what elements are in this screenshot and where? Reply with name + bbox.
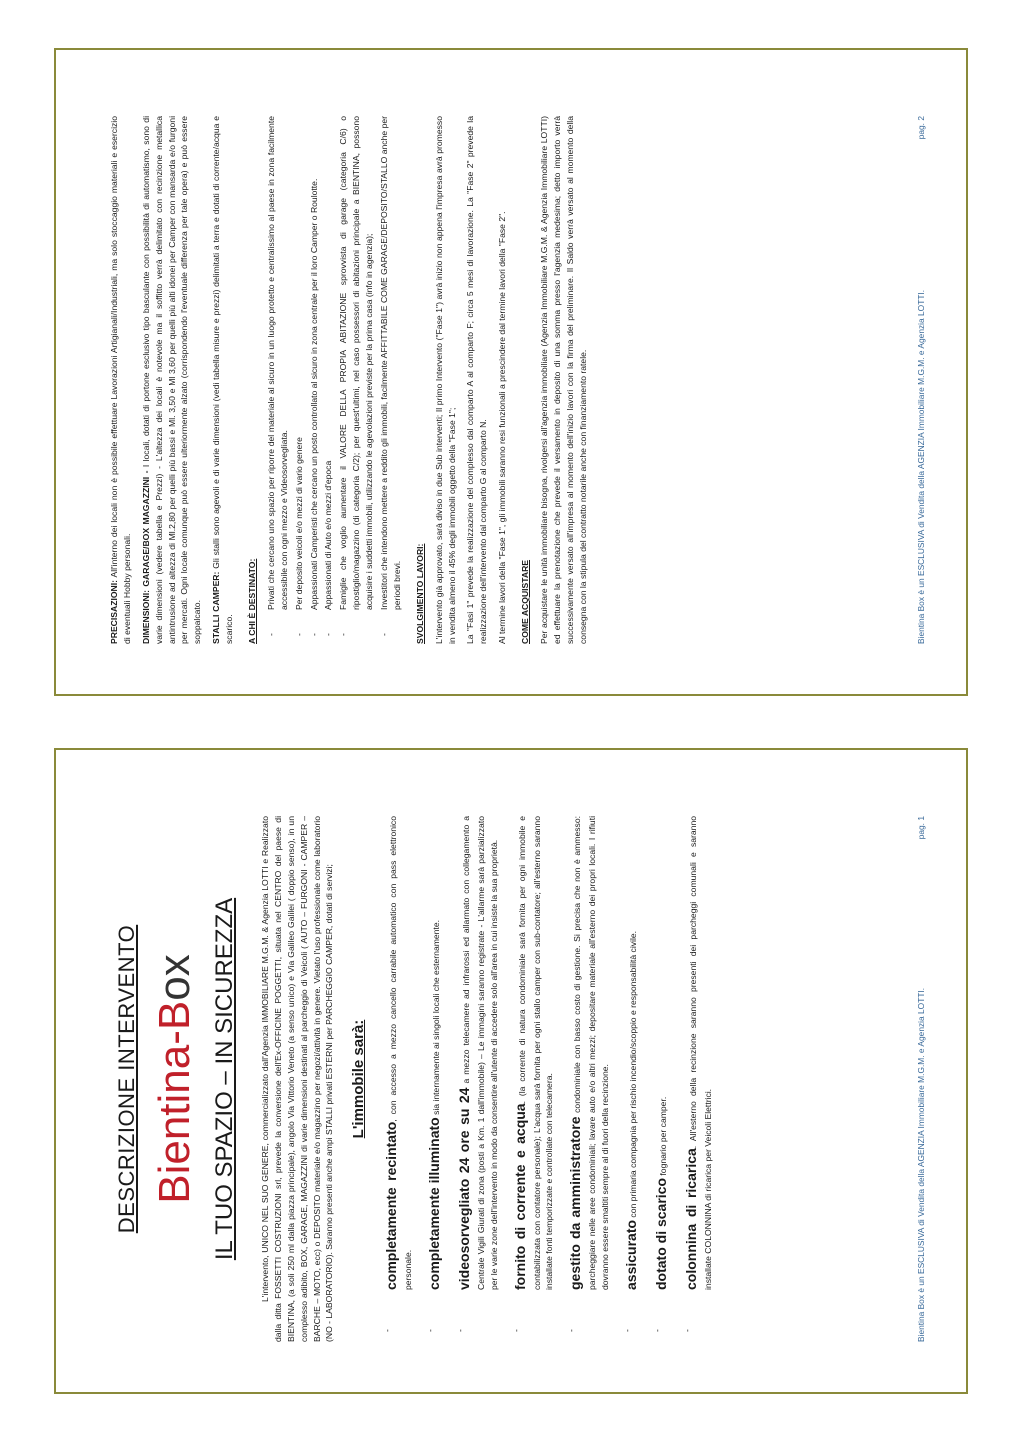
feature-title: dotato di scarico bbox=[653, 1177, 670, 1290]
list-item: - Privati che cercano uno spazio per riporre del materiale al sicuro in un luogo protetto e centralissimo al paese in zona facilmente accessibile con ogni mezzo e Videosorvegliata. bbox=[265, 116, 291, 644]
acquistare-heading: COME ACQUISTARE bbox=[520, 559, 531, 644]
footer-text: Bientina Box è un ESCLUSIVA di Vendita della AGENZIA Immobiliare M.G.M. e Agenzia LOTTI. bbox=[916, 289, 927, 644]
feature-desc: fognario per camper. bbox=[658, 1096, 669, 1178]
document-header bbox=[110, 816, 243, 1342]
features-list bbox=[381, 816, 715, 1342]
feature-item bbox=[651, 816, 672, 1342]
brand-letter-b: B bbox=[150, 1000, 199, 1031]
brand-word-2: ox bbox=[150, 954, 199, 1001]
destinato-list bbox=[265, 116, 404, 644]
document-title: DESCRIZIONE INTERVENTO bbox=[114, 924, 139, 1234]
feature-desc: , con accesso a mezzo cancello carrabile automatico con pass elettronico personale. bbox=[387, 816, 413, 1290]
lavori-paragraph-2: La "Fasi 1" prevede la realizzazione del complesso dal comparto A al comparto F; circa 5 mesi di lavorazione. La "Fase 2" prevede la realizzazione dell'intervento dal comparto G al comparto N. bbox=[465, 116, 489, 644]
feature-title: completamente recintato bbox=[382, 1121, 399, 1290]
feature-item bbox=[510, 816, 557, 1342]
stalli-paragraph bbox=[210, 116, 236, 644]
feature-title: completamente illuminato bbox=[425, 1117, 442, 1290]
page-1 bbox=[80, 776, 944, 1368]
dimensioni-paragraph bbox=[140, 116, 204, 644]
page-2-footer bbox=[915, 116, 928, 644]
feature-item bbox=[565, 816, 612, 1342]
precisazioni-text: All'interno dei locali non è possibile effettuare Lavorazioni Artigianali/Industriali, ma solo stoccaggio materiali e esercizio di eventuali Hobby personali. bbox=[109, 116, 132, 644]
page-2-frame bbox=[54, 48, 968, 696]
feature-desc: con primaria compagnia per rischio incendio/scoppio e responsabilità civile. bbox=[628, 930, 639, 1220]
feature-item bbox=[621, 816, 642, 1342]
precisazioni-paragraph bbox=[108, 116, 134, 644]
destinato-heading: A CHI È DESTINATO: bbox=[247, 558, 258, 644]
feature-desc: . All'esterno della recinzione saranno presenti dei parcheggi comunali e saranno installate COLONNINA di ricarica per Veicoli Elettrici. bbox=[688, 815, 714, 1290]
list-item: - Famiglie che voglio aumentare il VALORE DELLA PROPIA ABITAZIONE sprovvista di garage (categoria C/6) o ripostiglio/magazzino (di categoria C/2); per quest'ultimi, nel caso possessori di abitazioni principale a BIENTINA, possono acquisire i suddetti immobili, utilizzando le agevolazioni previste per la prima casa (info in agenzia); bbox=[337, 116, 376, 644]
feature-title: fornito di corrente e acqua bbox=[511, 1103, 528, 1290]
list-item: - Investitori che intendono mettere a reddito gli immobili, facilmente AFFITTABILE COME GARAGE/DEPOSITO/STALLO anche per periodi brevi. bbox=[378, 116, 404, 644]
page-number: pag. 1 bbox=[916, 816, 927, 840]
feature-item bbox=[381, 816, 415, 1342]
list-item: - Per deposito veicoli e/o mezzi di vario genere bbox=[293, 116, 306, 644]
brand-word-1: Bientina- bbox=[150, 1030, 199, 1204]
intro-paragraph: L'intervento, UNICO NEL SUO GENERE, commercializzato dall'Agenzia IMMOBILIARE M.G.M. & Agenzia LOTTI e Realizzato dalla ditta FOSSETTI COSTRUZIONI srl, prevede la conversione dell'Ex-OFFICINE POGGETTI, situata nel CENTRO del paese di BIENTINA, (a soli 250 ml dalla piazza principale), angolo Via Vittorio Veneto (a senso unico) e Via Galileo Galilei ( doppio senso), in un complesso adibito, BOX, GARAGE, MAGAZZINI di varie dimensioni destinati al parcheggio di Veicoli ( AUTO – FURGONI - CAMPER – BARCHE – MOTO, ecc) o DEPOSITO materiale e/o magazzino per negozi/attività in genere. Vietato l'uso professionale come laboratorio (NO - LABORATORIO). Saranno presenti anche ampi STALLI privati ESTERNI per PARCHEGGIO CAMPER, dotati di servizi; bbox=[260, 816, 335, 1342]
feature-title: colonnina di ricarica bbox=[683, 1148, 700, 1290]
feature-title: videosorvegliato 24 ore su 24 bbox=[455, 1087, 472, 1290]
stalli-label: STALLI CAMPER: bbox=[211, 571, 222, 644]
page-1-frame bbox=[54, 748, 968, 1394]
feature-title: gestito da amministratore bbox=[567, 1116, 584, 1290]
feature-desc: a mezzo telecamere ad infrarossi ed allarmato con collegamento a Centrale Vigili Giurati di zona (posti a Km. 1 dall'immobile) – Le immagini saranno registrate - L'allarme sarà parzializzato per le varie zone dell'intervento in modo da consentire all'utente di accedere solo all'area in cui insiste la sua proprietà. bbox=[460, 816, 499, 1290]
feature-item bbox=[424, 816, 445, 1342]
feature-desc: condominiale con basso costo di gestione. Si precisa che non è ammesso: parcheggiare nelle aree condominiali; lavare auto e/o altri mezzi; depositare materiale all'esterno dei propri locali. I rifiuti dovranno essere smaltiti sempre al di fuori della recinzione. bbox=[572, 816, 611, 1290]
dimensioni-text: I locali, dotati di portone esclusivo tipo basculante con possibilità di automatismo, sono di varie dimensioni (vedere tabella e Prezzi) - L'altezza dei locali è notevole ma il soffitto verrà delimitato con recinzione metallica antintrusione ad altezza di Ml.2,80 per quelli più bassi e Ml. 3,50 e Ml 3,60 per quelli più alti idonei per Camper con mansarda e/o furgoni per mercati. Ogni locale comunque può essere ulteriormente alzato (corrispondendo l'eventuale differenza per tale opera) e può essere soppalcato. bbox=[140, 116, 203, 644]
page-number: pag. 2 bbox=[916, 116, 927, 140]
footer-text: Bientina Box è un ESCLUSIVA di Vendita della AGENZIA Immobiliare M.G.M. e Agenzia LOTTI. bbox=[916, 987, 927, 1342]
brand-title bbox=[150, 816, 199, 1342]
lavori-paragraph-1: L'intervento già approvato, sarà diviso in due Sub interventi; Il primo Intervento ("Fase 1") avrà inizio non appena l'impresa avrà promesso in vendita almeno il 45% degli immobili oggetto della "Fase 1"; bbox=[433, 116, 457, 644]
feature-item bbox=[454, 816, 501, 1342]
tagline: IL TUO SPAZIO – IN SICUREZZA bbox=[211, 897, 238, 1261]
feature-desc: . (la corrente di natura condominiale sarà fornita per ogni immobile e contabilizzata con contatore personale); L'acqua sarà fornita per ogni stallo camper con sub-contatore; all'esterno saranno installate fonti temporizzate e controllate con telecamera. bbox=[516, 816, 555, 1290]
feature-title: assicurato bbox=[623, 1219, 640, 1290]
list-item: - Appassionati Camperisti che cercano un posto controllato al sicuro in zona centrale per il loro Camper o Roulotte. bbox=[308, 116, 321, 644]
precisazioni-label: PRECISAZIONI: bbox=[109, 580, 119, 644]
page-1-footer bbox=[915, 816, 928, 1342]
section-heading: L'immobile sarà: bbox=[350, 1019, 368, 1139]
page-2 bbox=[80, 76, 944, 670]
lavori-paragraph-3: Al termine lavori della "Fase 1", gli immobili saranno resi funzionali a prescindere dal termine lavori della "Fase 2". bbox=[497, 211, 508, 644]
feature-item bbox=[681, 816, 715, 1342]
stalli-text: Gli stalli sono agevoli e di varie dimensioni (vedi tabella misure e prezzi) delimitati a terra e dotati di corrente/acqua e scarico. bbox=[211, 116, 235, 644]
acquistare-paragraph: Per acquistare le unità immobiliare bisogna, rivolgersi all'agenzia immobiliare (Agenzia Immobiliare M.G.M. & Agenzia Immobiliare LOTTI) ed effettuare la prenotazione che prevede il versamento in deposito di una somma presso l'agenzia medesima; detto importo verrà successivamente versato all'impresa al momento dell'inizio lavori con la firma del preliminare. Il Saldo verrà versato al momento della consegna con la stipula del contratto notarile anche con finanziamento ratele. bbox=[539, 116, 588, 644]
list-item: - Appassionati di Auto e/o mezzi d'epoca bbox=[322, 116, 335, 644]
feature-desc: sia internamente ai singoli locali che esternamente. bbox=[430, 920, 441, 1118]
lavori-heading: SVOLGIMENTO LAVORI: bbox=[414, 543, 425, 644]
dimensioni-label: DIMENSIONI: GARAGE/BOX MAGAZZINI - bbox=[140, 470, 151, 644]
